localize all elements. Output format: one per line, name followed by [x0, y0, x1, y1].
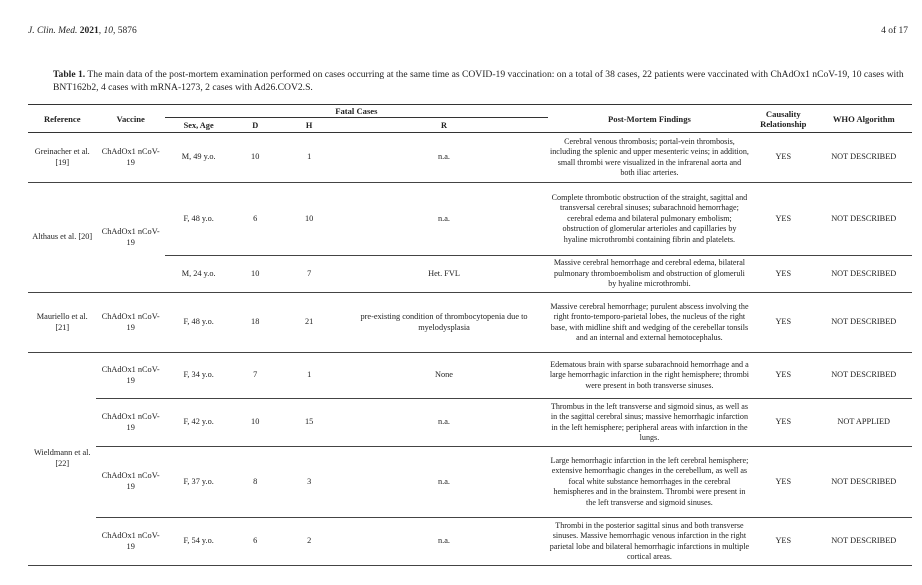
who-cell: NOT DESCRIBED	[815, 353, 912, 399]
col-h: H	[278, 118, 340, 133]
causality-cell: YES	[751, 447, 815, 518]
causality-cell: YES	[751, 353, 815, 399]
post-mortem-table	[28, 104, 912, 566]
sex-age-cell: F, 34 y.o.	[165, 353, 232, 399]
causality-cell: YES	[751, 133, 815, 183]
vaccine-cell: ChAdOx1 nCoV-19	[96, 447, 164, 518]
d-cell: 10	[232, 256, 278, 293]
sex-age-cell: F, 37 y.o.	[165, 447, 232, 518]
table-label: Table 1.	[53, 69, 86, 80]
findings-cell: Massive cerebral hemorrhage and cerebral edema, bilateral pulmonary thromboembolism and obstruction of glomeruli by hyaline microthrombi.	[548, 256, 751, 293]
table-row	[28, 293, 912, 353]
causality-cell: YES	[751, 399, 815, 447]
h-cell: 10	[278, 183, 340, 256]
reference-cell: Mauriello et al. [21]	[28, 293, 96, 353]
vaccine-cell: ChAdOx1 nCoV-19	[96, 518, 164, 566]
sex-age-cell: F, 54 y.o.	[165, 518, 232, 566]
table-row	[28, 399, 912, 447]
findings-cell: Complete thrombotic obstruction of the straight, sagittal and transversal cerebral sinuses; subarachnoid hemorrhage; cerebral edema and bilateral pulmonary embolism; obstruction of glomerular arterioles and capillaries by hyaline microthrombi containing fibrin and platelets.	[548, 183, 751, 256]
col-causality: Causality Relationship	[751, 105, 815, 133]
table-caption-text: The main data of the post-mortem examination performed on cases occurring at the same time as COVID-19 vaccination: on a total of 38 cases, 22 patients were vaccinated with ChAdOx1 nCoV-19, 10 cases with BNT162b2, 4 cases with mRNA-1273, 2 cases with Ad26.COV2.S.	[53, 69, 904, 93]
causality-cell: YES	[751, 518, 815, 566]
sex-age-cell: M, 49 y.o.	[165, 133, 232, 183]
col-r: R	[340, 118, 548, 133]
journal-volume: 10	[103, 26, 113, 36]
h-cell: 21	[278, 293, 340, 353]
r-cell: n.a.	[340, 518, 548, 566]
findings-cell: Massive cerebral hemorrhage; purulent abscess involving the right fronto-temporo-parietal lobes, the nucleus of the right base, with midline shift and wedging of the cerebellar tonsils and an internal and external hemotocephalus.	[548, 293, 751, 353]
reference-cell: Althaus et al. [20]	[28, 183, 96, 293]
journal-year: 2021	[79, 26, 99, 36]
col-reference: Reference	[28, 105, 96, 133]
who-cell: NOT DESCRIBED	[815, 293, 912, 353]
col-sex-age: Sex, Age	[165, 118, 232, 133]
table-row	[28, 133, 912, 183]
r-cell: n.a.	[340, 399, 548, 447]
vaccine-cell: ChAdOx1 nCoV-19	[96, 133, 164, 183]
d-cell: 18	[232, 293, 278, 353]
d-cell: 10	[232, 399, 278, 447]
d-cell: 6	[232, 183, 278, 256]
who-cell: NOT DESCRIBED	[815, 256, 912, 293]
findings-cell: Cerebral venous thrombosis; portal-vein thrombosis, including the splenic and upper mesenteric veins; in addition, small thrombi were visualized in the infrarenal aorta and both iliac arteries.	[548, 133, 751, 183]
col-d: D	[232, 118, 278, 133]
causality-cell: YES	[751, 256, 815, 293]
who-cell: NOT APPLIED	[815, 399, 912, 447]
who-cell: NOT DESCRIBED	[815, 133, 912, 183]
r-cell: pre-existing condition of thrombocytopenia due to myelodysplasia	[340, 293, 548, 353]
h-cell: 1	[278, 353, 340, 399]
vaccine-cell: ChAdOx1 nCoV-19	[96, 399, 164, 447]
r-cell: n.a.	[340, 447, 548, 518]
col-who: WHO Algorithm	[815, 105, 912, 133]
d-cell: 6	[232, 518, 278, 566]
sex-age-cell: F, 48 y.o.	[165, 183, 232, 256]
vaccine-cell: ChAdOx1 nCoV-19	[96, 353, 164, 399]
table-row	[28, 353, 912, 399]
table-row	[28, 518, 912, 566]
r-cell: n.a.	[340, 133, 548, 183]
who-cell: NOT DESCRIBED	[815, 518, 912, 566]
col-vaccine: Vaccine	[96, 105, 164, 133]
h-cell: 7	[278, 256, 340, 293]
findings-cell: Edematous brain with sparse subarachnoid hemorrhage and a large hemorrhagic infarction in the right hemisphere; thrombi were present in both transverse sinuses.	[548, 353, 751, 399]
who-cell: NOT DESCRIBED	[815, 447, 912, 518]
r-cell: Het. FVL	[340, 256, 548, 293]
reference-cell: Wieldmann et al. [22]	[28, 353, 96, 566]
h-cell: 3	[278, 447, 340, 518]
table-row	[28, 183, 912, 256]
d-cell: 10	[232, 133, 278, 183]
running-header: J. Clin. Med. 2021, 10, 5876	[28, 26, 137, 36]
sex-age-cell: F, 42 y.o.	[165, 399, 232, 447]
table-caption	[53, 68, 913, 94]
h-cell: 2	[278, 518, 340, 566]
vaccine-cell: ChAdOx1 nCoV-19	[96, 293, 164, 353]
table-row	[28, 447, 912, 518]
who-cell: NOT DESCRIBED	[815, 183, 912, 256]
reference-cell: Greinacher et al. [19]	[28, 133, 96, 183]
h-cell: 15	[278, 399, 340, 447]
sex-age-cell: M, 24 y.o.	[165, 256, 232, 293]
page-number: 4 of 17	[881, 26, 908, 36]
d-cell: 8	[232, 447, 278, 518]
article-number: 5876	[117, 26, 137, 36]
col-findings: Post-Mortem Findings	[548, 105, 751, 133]
findings-cell: Thrombi in the posterior sagittal sinus and both transverse sinuses. Massive hemorrhagic venous infarction in the right parietal lobe and bilateral hemorrhagic infarctions in multiple cortical areas.	[548, 518, 751, 566]
findings-cell: Large hemorrhagic infarction in the left cerebral hemisphere; extensive hemorrhagic changes in the cerebellum, as well as focal white substance hemorrhages in the cerebral hemispheres and in the brainstem. Thrombi were present in the left transverse and sigmoid sinuses.	[548, 447, 751, 518]
causality-cell: YES	[751, 293, 815, 353]
vaccine-cell: ChAdOx1 nCoV-19	[96, 183, 164, 293]
r-cell: n.a.	[340, 183, 548, 256]
journal-name: J. Clin. Med.	[28, 26, 78, 36]
h-cell: 1	[278, 133, 340, 183]
findings-cell: Thrombus in the left transverse and sigmoid sinus, as well as in the sagittal cerebral sinus; massive hemorrhagic infarction in the left hemisphere; peripheral areas with infarction in the lungs.	[548, 399, 751, 447]
col-fatal-cases: Fatal Cases	[165, 105, 548, 118]
sex-age-cell: F, 48 y.o.	[165, 293, 232, 353]
causality-cell: YES	[751, 183, 815, 256]
r-cell: None	[340, 353, 548, 399]
d-cell: 7	[232, 353, 278, 399]
